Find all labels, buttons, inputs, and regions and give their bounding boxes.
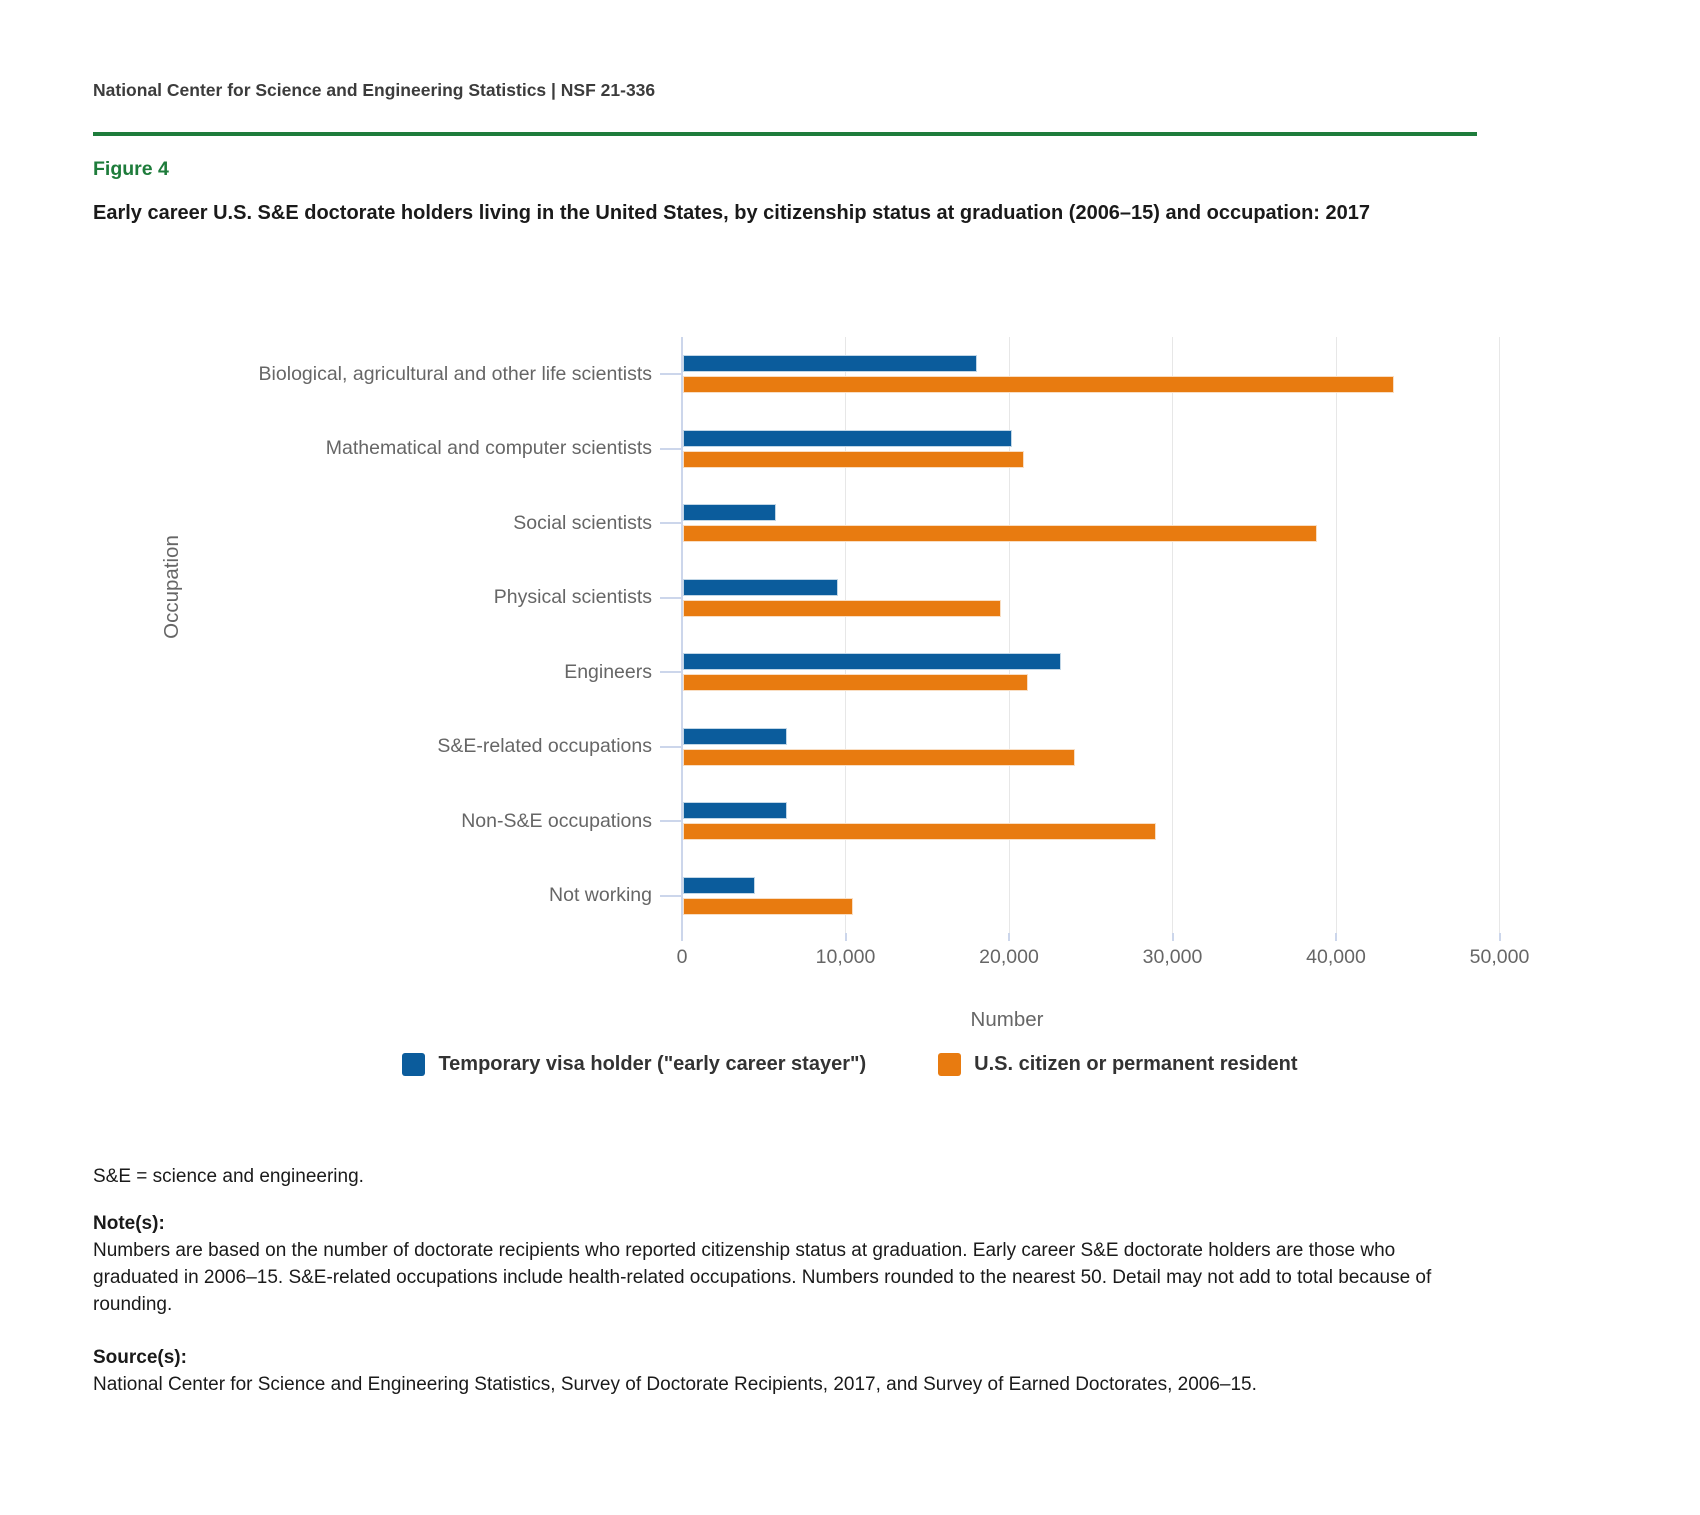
legend-item-temporary-visa (402, 1053, 866, 1076)
bar-temporary-visa-holder (683, 355, 977, 372)
legend-swatch-icon (938, 1053, 961, 1076)
category-label: S&E-related occupations (437, 735, 652, 758)
x-tick-label: 30,000 (1142, 946, 1203, 968)
bar-us-citizen-permanent-resident (683, 525, 1317, 542)
chart-legend (0, 1053, 1700, 1076)
category-label: Mathematical and computer scientists (325, 437, 652, 460)
category-tick (660, 448, 682, 450)
x-axis-tick (1172, 933, 1174, 941)
category-label: Engineers (564, 660, 652, 683)
report-header: National Center for Science and Engineering Statistics | NSF 21-336 (93, 80, 656, 100)
category-label: Social scientists (513, 511, 652, 534)
figure-title: Early career U.S. S&E doctorate holders living in the United States, by citizenship status at graduation (2006–15) and occupation: 2017 (93, 202, 1371, 224)
gridline (845, 337, 846, 933)
green-divider-rule (93, 132, 1477, 136)
category-tick (660, 373, 682, 375)
bar-temporary-visa-holder (683, 579, 838, 596)
category-tick (660, 895, 682, 897)
bar-temporary-visa-holder (683, 877, 755, 894)
bar-temporary-visa-holder (683, 430, 1012, 447)
legend-swatch-icon (402, 1053, 425, 1076)
category-label: Not working (549, 884, 652, 907)
x-tick-label: 0 (676, 946, 688, 968)
sources-body: National Center for Science and Engineering Statistics, Survey of Doctorate Recipients, 2017, and Survey of Earned Doctorates, 2006–15. (93, 1374, 1257, 1395)
category-tick (660, 746, 682, 748)
x-tick-label: 20,000 (979, 946, 1039, 968)
bar-temporary-visa-holder (683, 802, 787, 819)
x-tick-label: 40,000 (1306, 946, 1366, 968)
x-axis-title: Number (970, 1008, 1044, 1031)
sources-heading: Source(s): (93, 1347, 187, 1368)
legend-label: Temporary visa holder ("early career stayer") (438, 1053, 867, 1075)
x-axis-tick (1008, 933, 1010, 941)
category-label: Non-S&E occupations (461, 809, 652, 832)
bar-us-citizen-permanent-resident (683, 376, 1394, 393)
notes-body: Numbers are based on the number of doctorate recipients who reported citizenship status at graduation. Early career S&E doctorate holders are those who graduated in 2006–15. S&E-related occupations include health-related occupations. Numbers rounded to the nearest 50. Detail may not add to total because of rounding. (93, 1240, 1432, 1315)
y-axis-title: Occupation (160, 535, 183, 639)
x-axis-tick (1335, 933, 1337, 941)
figure-number-label: Figure 4 (93, 158, 169, 180)
gridline (1009, 337, 1010, 933)
category-axis-line (681, 337, 683, 933)
category-tick (660, 820, 682, 822)
gridline (1336, 337, 1337, 933)
legend-label: U.S. citizen or permanent resident (974, 1053, 1298, 1075)
x-tick-label: 10,000 (815, 946, 876, 968)
abbreviation-note: S&E = science and engineering. (93, 1166, 364, 1187)
gridline (1499, 337, 1500, 933)
bar-temporary-visa-holder (683, 653, 1061, 670)
bar-temporary-visa-holder (683, 728, 787, 745)
category-tick (660, 522, 682, 524)
bar-us-citizen-permanent-resident (683, 674, 1028, 691)
x-axis-tick (1499, 933, 1501, 941)
x-axis-tick (681, 933, 683, 941)
bar-us-citizen-permanent-resident (683, 451, 1024, 468)
bar-us-citizen-permanent-resident (683, 600, 1001, 617)
bar-us-citizen-permanent-resident (683, 823, 1156, 840)
category-label: Physical scientists (493, 586, 652, 609)
bar-us-citizen-permanent-resident (683, 749, 1075, 766)
category-tick (660, 597, 682, 599)
notes-heading: Note(s): (93, 1213, 165, 1234)
category-tick (660, 671, 682, 673)
legend-item-us-citizen (938, 1053, 1297, 1076)
x-tick-label: 50,000 (1469, 946, 1530, 968)
category-label: Biological, agricultural and other life scientists (258, 362, 652, 385)
x-axis-tick (845, 933, 847, 941)
bar-us-citizen-permanent-resident (683, 898, 853, 915)
gridline (1172, 337, 1173, 933)
bar-temporary-visa-holder (683, 504, 776, 521)
